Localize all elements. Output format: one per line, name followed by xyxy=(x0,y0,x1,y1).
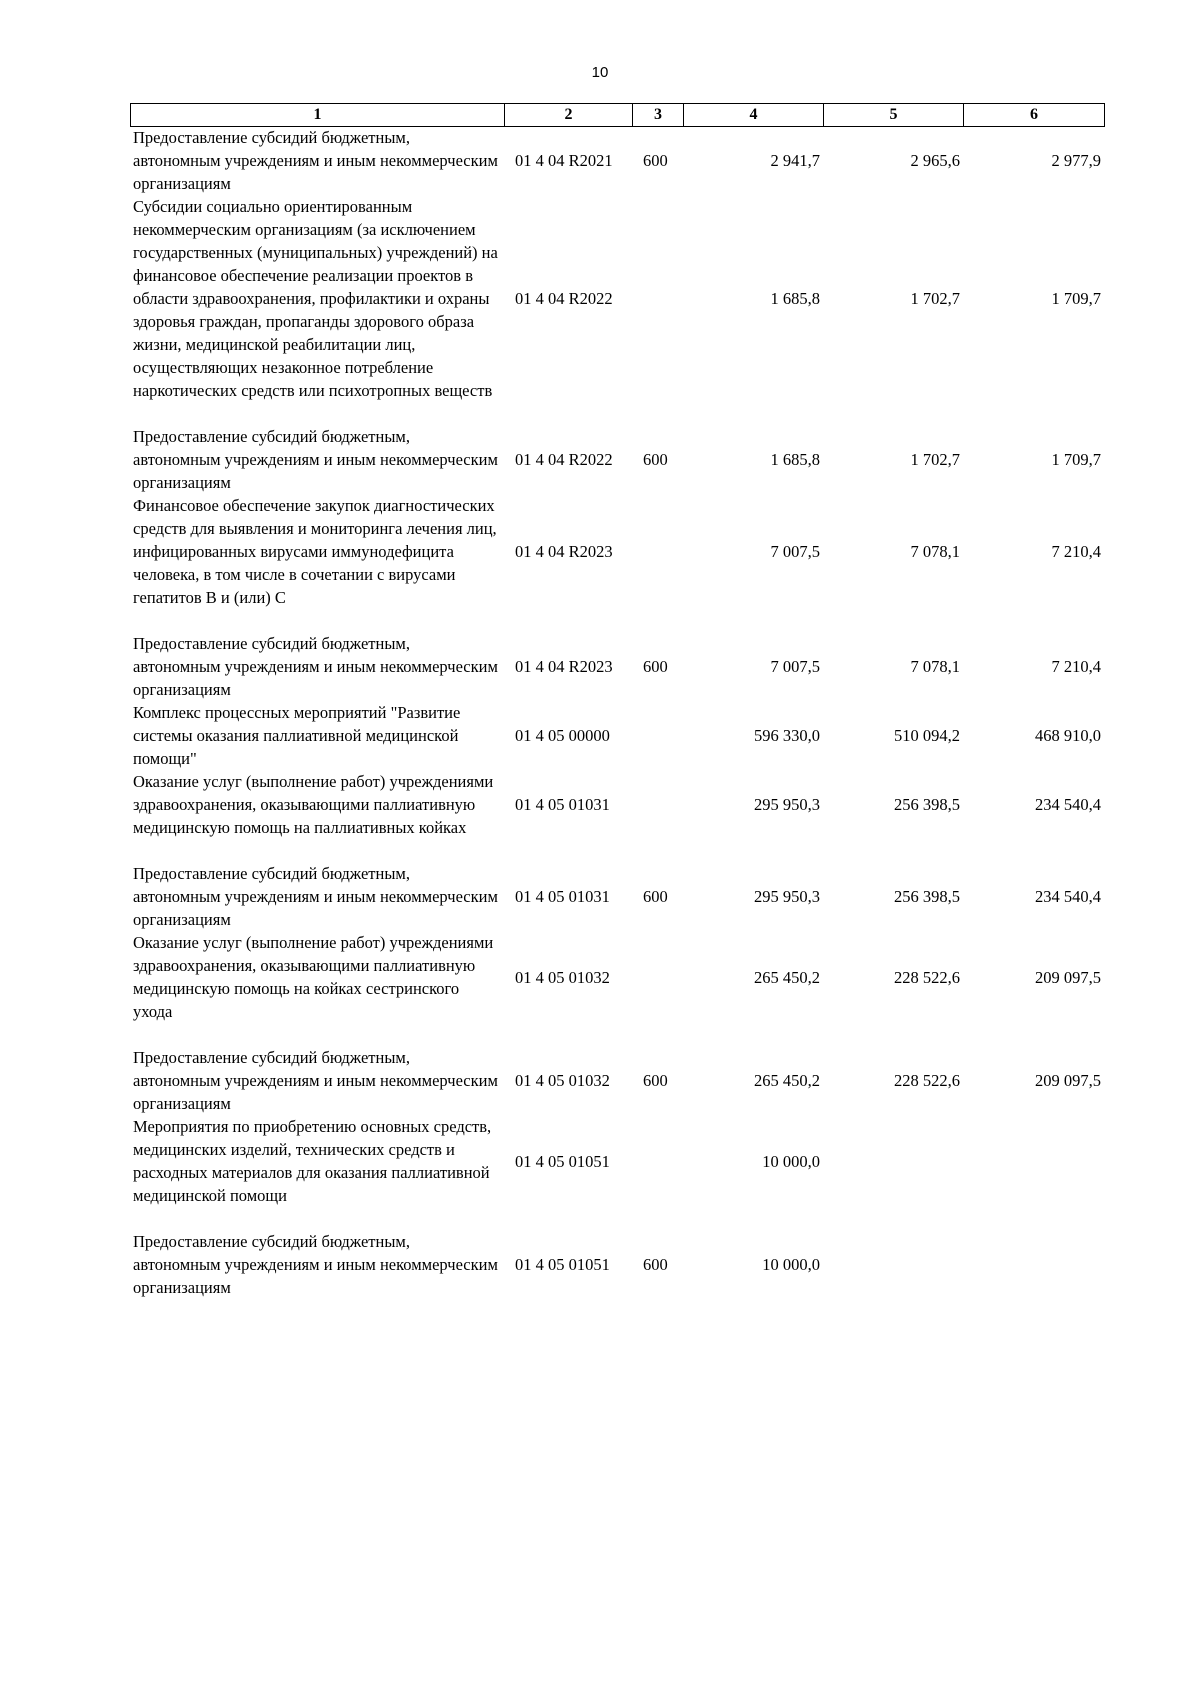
table-row xyxy=(130,632,1104,701)
row-name: Предоставление субсидий бюджетным, автономным учреждениям и иным некоммерческим организациям xyxy=(133,128,498,193)
row-value-4: 10 000,0 xyxy=(762,1151,820,1171)
row-value-6: 209 097,5 xyxy=(1035,1071,1101,1090)
table-row xyxy=(130,1046,1104,1115)
row-name: Комплекс процессных мероприятий "Развитие системы оказания паллиативной медицинской помощи" xyxy=(133,703,461,768)
row-code: 01 4 05 01051 xyxy=(515,1151,610,1171)
row-name: Финансовое обеспечение закупок диагностических средств для выявления и мониторинга лечения лиц, инфицированных вирусами иммунодефицита человека, в том числе в сочетании с вирусами гепатитов В и (или) С xyxy=(133,496,497,607)
row-value-4: 2 941,7 xyxy=(770,151,820,170)
row-code: 01 4 05 01031 xyxy=(515,795,610,814)
table-row xyxy=(130,1115,1104,1207)
column-header-4: 4 xyxy=(684,104,824,127)
table-row xyxy=(130,931,1104,1023)
row-value-4: 596 330,0 xyxy=(754,726,820,745)
row-value-5: 7 078,1 xyxy=(910,542,960,561)
row-code: 01 4 05 01031 xyxy=(515,887,610,906)
row-value-4: 1 685,8 xyxy=(770,450,820,469)
row-name: Предоставление субсидий бюджетным, автономным учреждениям и иным некоммерческим организациям xyxy=(133,864,498,929)
row-code: 01 4 04 R2023 xyxy=(515,542,613,561)
row-value-5: 228 522,6 xyxy=(894,1071,960,1090)
row-value-4: 295 950,3 xyxy=(754,887,820,906)
table-header xyxy=(130,103,1105,127)
row-value-6: 1 709,7 xyxy=(1051,289,1101,308)
row-value-5: 1 702,7 xyxy=(910,450,960,469)
row-value-6: 209 097,5 xyxy=(1035,967,1101,987)
row-value-6: 7 210,4 xyxy=(1051,657,1101,676)
row-value-6: 2 977,9 xyxy=(1051,151,1101,170)
table-body xyxy=(130,126,1104,1299)
row-type: 600 xyxy=(643,151,668,170)
row-code: 01 4 05 00000 xyxy=(515,726,610,745)
row-type: 600 xyxy=(643,1255,668,1274)
row-value-5: 510 094,2 xyxy=(894,726,960,745)
column-header-6: 6 xyxy=(964,104,1105,127)
table-row xyxy=(130,770,1104,839)
row-name: Предоставление субсидий бюджетным, автономным учреждениям и иным некоммерческим организациям xyxy=(133,427,498,492)
row-type: 600 xyxy=(643,450,668,469)
table-row xyxy=(130,862,1104,931)
row-value-6: 7 210,4 xyxy=(1051,542,1101,561)
row-name: Предоставление субсидий бюджетным, автономным учреждениям и иным некоммерческим организациям xyxy=(133,634,498,699)
row-code: 01 4 04 R2022 xyxy=(515,289,613,308)
row-value-5: 7 078,1 xyxy=(910,657,960,676)
page-number: 10 xyxy=(591,64,609,81)
row-name: Мероприятия по приобретению основных средств, медицинских изделий, технических средств и расходных материалов для оказания паллиативной медицинской помощи xyxy=(133,1117,492,1205)
row-value-6: 468 910,0 xyxy=(1035,726,1101,745)
row-value-5: 2 965,6 xyxy=(910,151,960,170)
row-type: 600 xyxy=(643,887,668,906)
row-value-4: 1 685,8 xyxy=(770,289,820,308)
row-value-4: 7 007,5 xyxy=(770,542,820,561)
row-code: 01 4 04 R2022 xyxy=(515,450,613,469)
row-name: Субсидии социально ориентированным некоммерческим организациям (за исключением государственных (муниципальных) учреждений) на финансовое обеспечение реализации проектов в области здравоохранения, профилактики и охраны здоровья граждан, пропаганды здорового образа жизни, медицинской реабилитации лиц, осуществляющих незаконное потребление наркотических средств или психотропных веществ xyxy=(133,197,498,400)
table-row xyxy=(130,701,1104,770)
table-row xyxy=(130,1230,1104,1299)
row-value-5: 1 702,7 xyxy=(910,289,960,308)
row-value-6: 234 540,4 xyxy=(1035,795,1101,814)
row-code: 01 4 04 R2023 xyxy=(515,657,613,676)
column-header-3: 3 xyxy=(633,104,684,127)
row-type: 600 xyxy=(643,1071,668,1090)
row-type: 600 xyxy=(643,657,668,676)
row-value-5: 256 398,5 xyxy=(894,795,960,814)
column-header-5: 5 xyxy=(824,104,964,127)
row-name: Оказание услуг (выполнение работ) учреждениями здравоохранения, оказывающими паллиативную медицинскую помощь на койках сестринского ухода xyxy=(133,933,494,1021)
row-value-4: 295 950,3 xyxy=(754,795,820,814)
table-row xyxy=(130,425,1104,494)
row-name: Оказание услуг (выполнение работ) учреждениями здравоохранения, оказывающими паллиативную медицинскую помощь на паллиативных койках xyxy=(133,772,494,837)
column-header-1: 1 xyxy=(131,104,505,127)
row-code: 01 4 05 01032 xyxy=(515,967,610,987)
table-row xyxy=(130,126,1104,195)
row-code: 01 4 04 R2021 xyxy=(515,151,613,170)
row-value-6: 1 709,7 xyxy=(1051,450,1101,469)
row-value-6: 234 540,4 xyxy=(1035,887,1101,906)
row-value-4: 265 450,2 xyxy=(754,967,820,987)
table-row xyxy=(130,195,1104,402)
table-row xyxy=(130,494,1104,609)
row-code: 01 4 05 01051 xyxy=(515,1255,610,1274)
row-name: Предоставление субсидий бюджетным, автономным учреждениям и иным некоммерческим организациям xyxy=(133,1048,498,1113)
row-value-4: 7 007,5 xyxy=(770,657,820,676)
row-value-4: 265 450,2 xyxy=(754,1071,820,1090)
row-value-4: 10 000,0 xyxy=(762,1255,820,1274)
row-value-5: 256 398,5 xyxy=(894,887,960,906)
column-header-2: 2 xyxy=(505,104,633,127)
row-value-5: 228 522,6 xyxy=(894,967,960,987)
row-code: 01 4 05 01032 xyxy=(515,1071,610,1090)
row-name: Предоставление субсидий бюджетным, автономным учреждениям и иным некоммерческим организациям xyxy=(133,1232,498,1297)
